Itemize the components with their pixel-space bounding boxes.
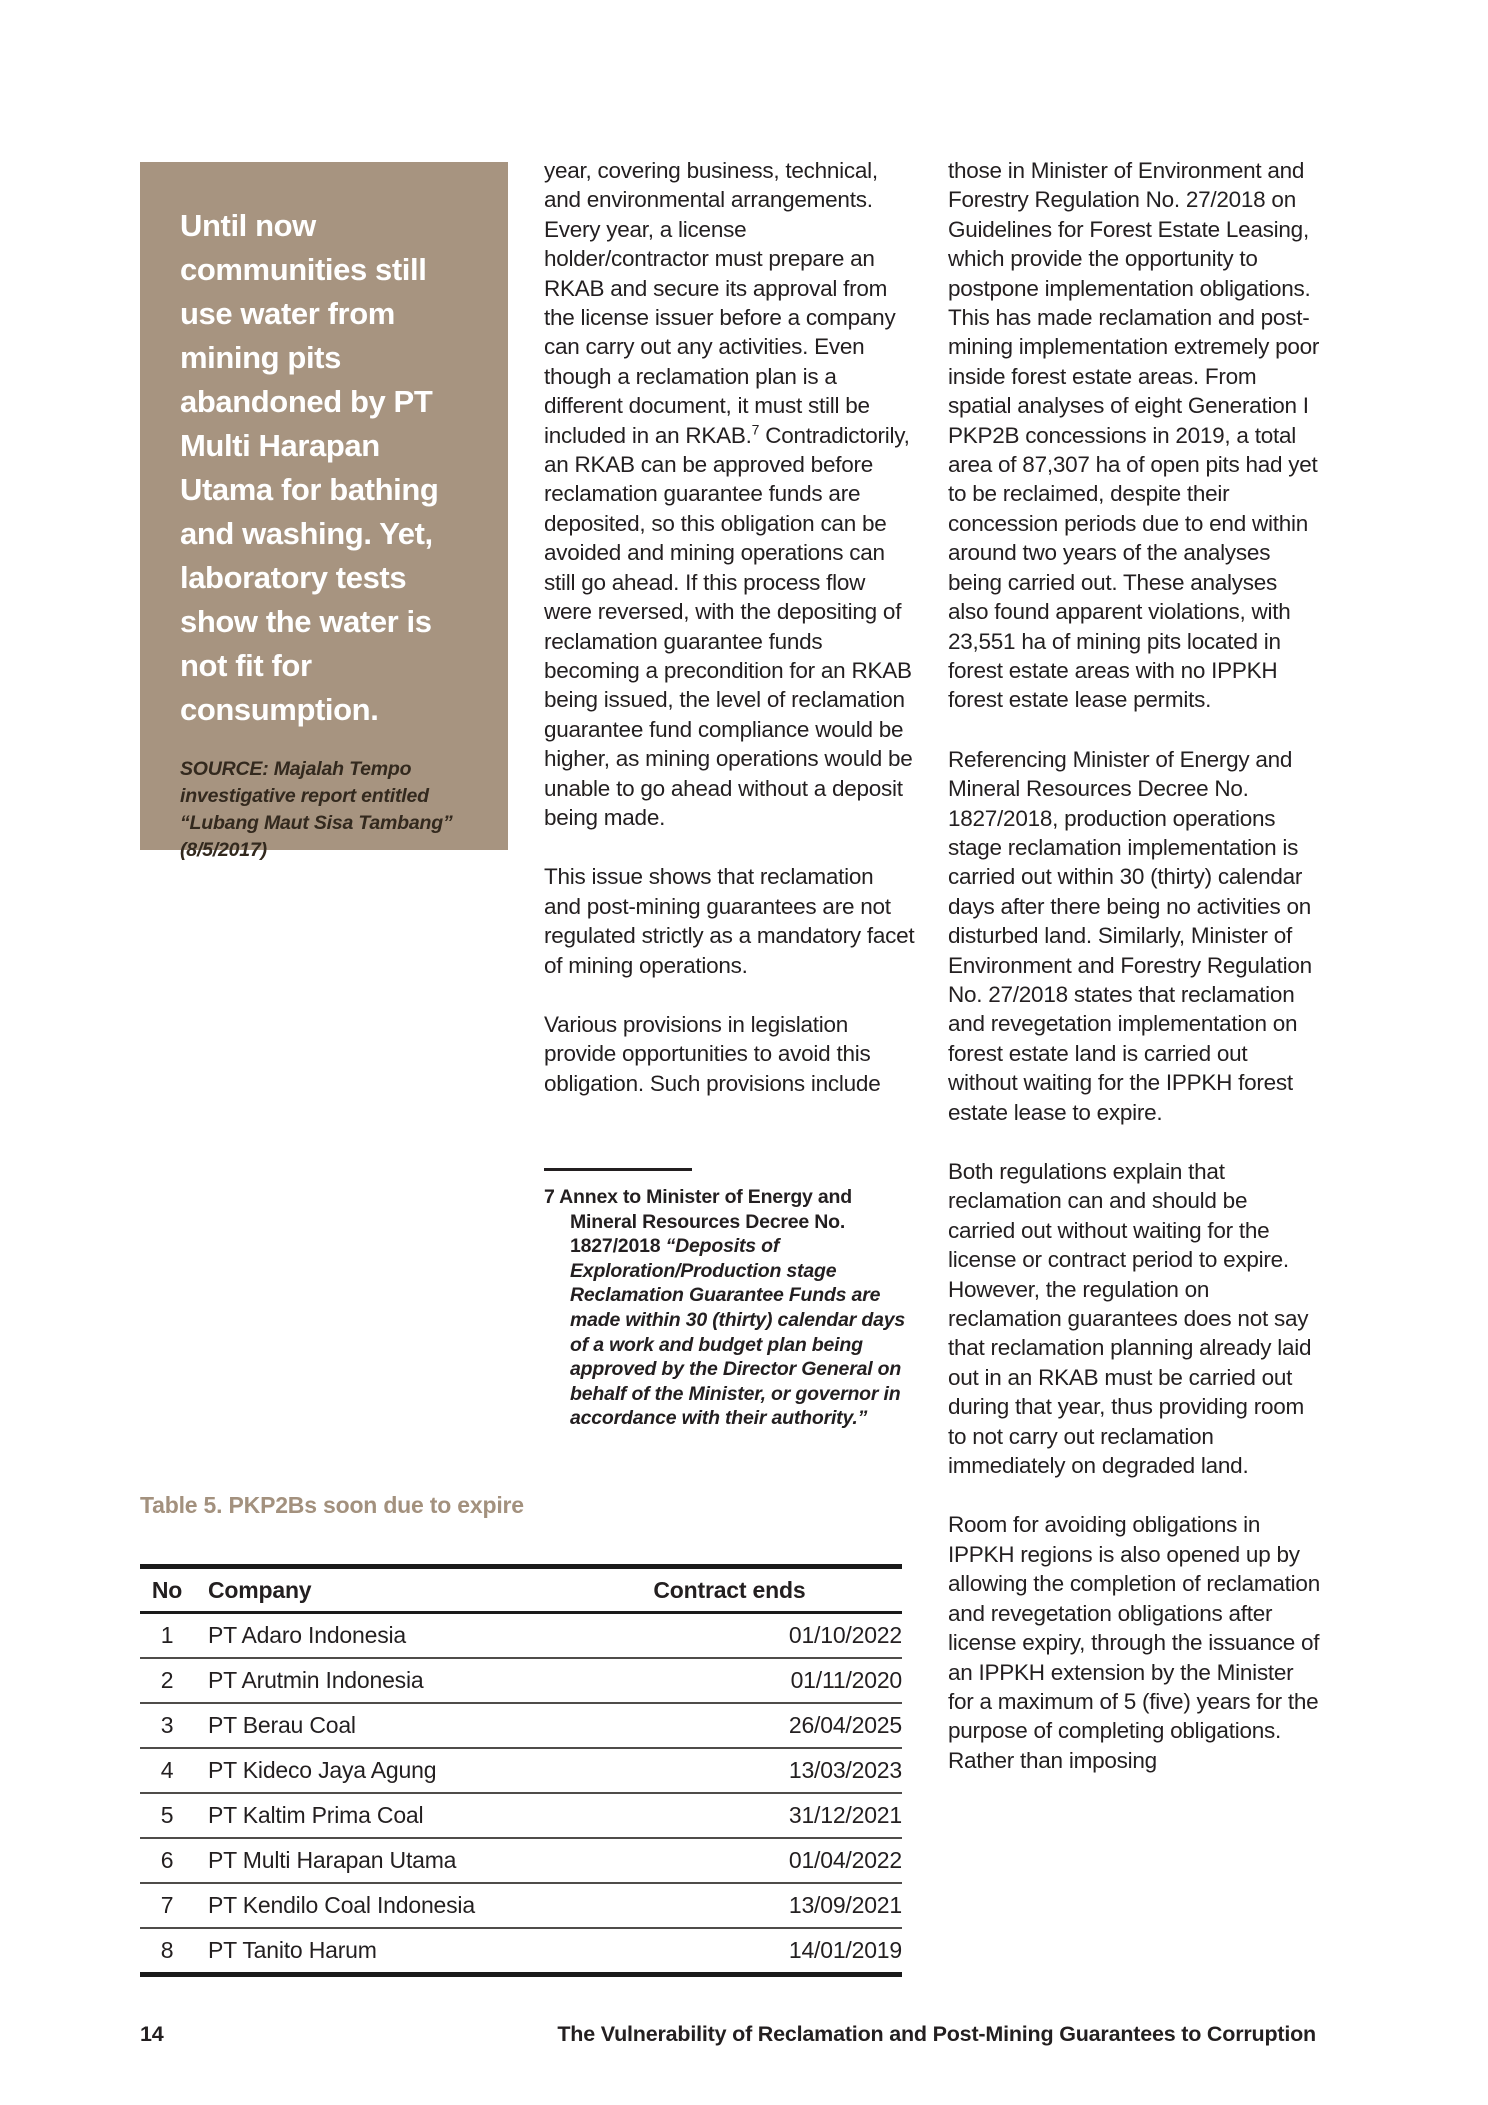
cell-company: PT Berau Coal bbox=[208, 1712, 356, 1738]
cell-company: PT Kaltim Prima Coal bbox=[208, 1802, 424, 1828]
table-header-row bbox=[140, 1567, 902, 1613]
cell-company: PT Multi Harapan Utama bbox=[208, 1847, 457, 1873]
table-row bbox=[140, 1748, 902, 1793]
cell-contract-ends: 31/12/2021 bbox=[788, 1802, 902, 1828]
cell-no: 3 bbox=[160, 1712, 174, 1738]
footnote-reference: Annex to Minister of Energy and Mineral Resources Decree No. 1827/2018 bbox=[554, 1186, 852, 1258]
cell-contract-ends: 13/09/2021 bbox=[788, 1892, 902, 1918]
cell-company: PT Arutmin Indonesia bbox=[208, 1667, 424, 1693]
footnote-text bbox=[544, 1185, 916, 1431]
cell-no: 2 bbox=[160, 1667, 174, 1693]
paragraph: those in Minister of Environment and Forestry Regulation No. 27/2018 on Guidelines for Forest Estate Leasing, which provide the opportunity to postpone implementation obligations. This has made reclamation and post-mining implementation extremely poor inside forest estate areas. From spatial analyses of eight Generation I PKP2B concessions in 2019, a total area of 87,307 ha of open pits had yet to be reclaimed, despite their concession periods due to end within around two years of the analyses being carried out. These analyses also found apparent violations, with 23,551 ha of mining pits located in forest estate areas with no IPPKH forest estate lease permits. bbox=[948, 158, 1320, 713]
table-row bbox=[140, 1883, 902, 1928]
table-row bbox=[140, 1703, 902, 1748]
table-row bbox=[140, 1838, 902, 1883]
pullquote-text: Until now communities still use water from mining pits abandoned by PT Multi Harapan Utama for bathing and washing. Yet, laboratory tests show the water is not fit for consumption. bbox=[180, 208, 439, 727]
table-row bbox=[140, 1928, 902, 1975]
cell-contract-ends: 01/04/2022 bbox=[788, 1847, 902, 1873]
paragraph: Both regulations explain that reclamation can and should be carried out without waiting for the license or contract period to expire. However, the regulation on reclamation guarantees does not say that reclamation planning already laid out in an RKAB must be carried out during that year, thus providing room to not carry out reclamation immediately on degraded land. bbox=[948, 1159, 1312, 1479]
footnote-marker: 7 bbox=[751, 421, 760, 438]
cell-company: PT Kendilo Coal Indonesia bbox=[208, 1892, 475, 1918]
paragraph bbox=[544, 156, 916, 832]
cell-no: 7 bbox=[160, 1892, 174, 1918]
column-header-no: No bbox=[151, 1576, 183, 1603]
cell-contract-ends: 14/01/2019 bbox=[788, 1937, 902, 1963]
table-title: Table 5. PKP2Bs soon due to expire bbox=[140, 1492, 524, 1518]
body-column-middle bbox=[544, 156, 916, 1098]
cell-company: PT Adaro Indonesia bbox=[208, 1622, 407, 1648]
cell-no: 6 bbox=[160, 1847, 174, 1873]
cell-contract-ends: 13/03/2023 bbox=[788, 1757, 902, 1783]
paragraph-text: year, covering business, technical, and environmental arrangements. Every year, a license holder/contractor must prepare an RKAB and secure its approval from the license issuer before a company can carry out any activities. Even though a reclamation plan is a different document, it must still be included in an RKAB. bbox=[544, 158, 896, 448]
paragraph-text: Contradictorily, an RKAB can be approved before reclamation guarantee funds are deposited, so this obligation can be avoided and mining operations can still go ahead. If this process flow were reversed, with the depositing of reclamation guarantee funds becoming a precondition for an RKAB being issued, the level of reclamation guarantee fund compliance would be higher, as mining operations would be unable to go ahead without a deposit being made. bbox=[544, 422, 913, 830]
cell-contract-ends: 01/10/2022 bbox=[788, 1622, 902, 1648]
expire-table bbox=[140, 1564, 902, 1977]
table-row bbox=[140, 1613, 902, 1659]
table-row bbox=[140, 1793, 902, 1838]
cell-contract-ends: 01/11/2020 bbox=[790, 1667, 902, 1693]
cell-company: PT Kideco Jaya Agung bbox=[208, 1757, 437, 1783]
footnote-rule bbox=[544, 1168, 692, 1171]
cell-no: 1 bbox=[160, 1622, 174, 1648]
footnote bbox=[544, 1168, 916, 1431]
paragraph: Room for avoiding obligations in IPPKH regions is also opened up by allowing the completion of reclamation and revegetation obligations after license expiry, through the issuance of an IPPKH extension by the Minister for a maximum of 5 (five) years for the purpose of completing obligations. Rather than imposing bbox=[948, 1512, 1320, 1773]
footnote-quote: “Deposits of Exploration/Production stage Reclamation Guarantee Funds are made within 30 (thirty) calendar days of a work and budget plan being approved by the Director General on behalf of the Minister, or governor in accordance with their authority.” bbox=[570, 1235, 906, 1430]
paragraph: Referencing Minister of Energy and Mineral Resources Decree No. 1827/2018, production operations stage reclamation implementation is carried out within 30 (thirty) calendar days after there being no activities on disturbed land. Similarly, Minister of Environment and Forestry Regulation No. 27/2018 states that reclamation and revegetation implementation on forest estate land is carried out without waiting for the IPPKH forest estate lease to expire. bbox=[948, 746, 1312, 1125]
footnote-number: 7 bbox=[544, 1186, 555, 1208]
cell-no: 8 bbox=[160, 1937, 174, 1963]
cell-no: 5 bbox=[160, 1802, 174, 1828]
column-header-company: Company bbox=[208, 1576, 312, 1603]
column-header-contract-ends: Contract ends bbox=[653, 1576, 806, 1603]
body-column-right bbox=[948, 156, 1320, 1775]
cell-no: 4 bbox=[160, 1757, 174, 1783]
page-footer bbox=[140, 2022, 1316, 2047]
paragraph: Various provisions in legislation provide opportunities to avoid this obligation. Such provisions include bbox=[544, 1011, 881, 1096]
pullquote-source: SOURCE: Majalah Tempo investigative report entitled “Lubang Maut Sisa Tambang” (8/5/2017) bbox=[180, 758, 453, 861]
pullquote-box bbox=[140, 162, 508, 861]
cell-company: PT Tanito Harum bbox=[208, 1937, 377, 1963]
paragraph: This issue shows that reclamation and post-mining guarantees are not regulated strictly as a mandatory facet of mining operations. bbox=[544, 864, 915, 978]
page-number: 14 bbox=[140, 2022, 164, 2046]
running-title: The Vulnerability of Reclamation and Post-Mining Guarantees to Corruption bbox=[557, 2022, 1316, 2046]
table-row bbox=[140, 1658, 902, 1703]
cell-contract-ends: 26/04/2025 bbox=[788, 1712, 902, 1738]
